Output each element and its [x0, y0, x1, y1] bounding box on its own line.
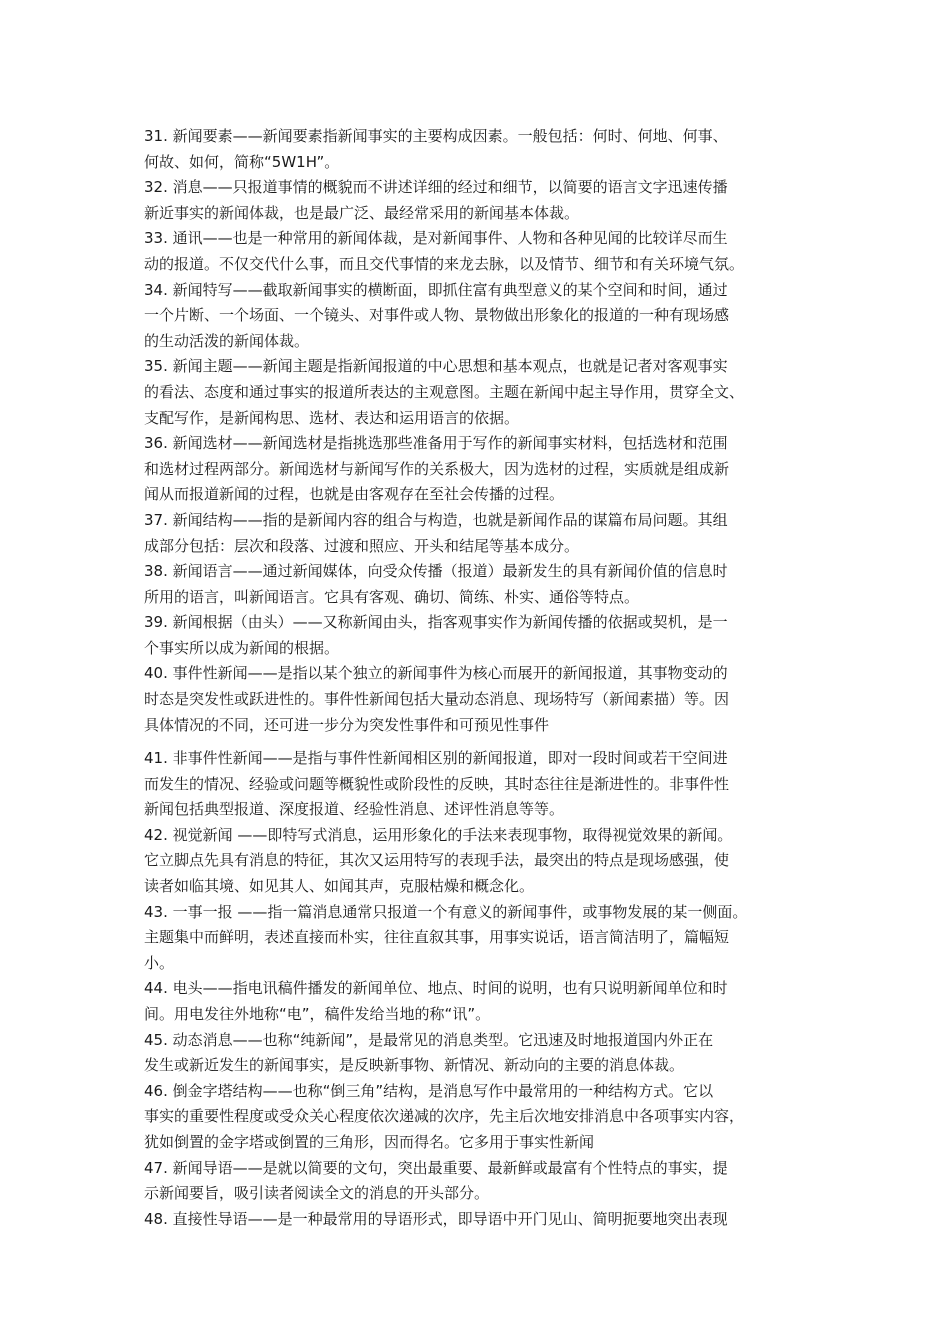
- text-line: 35. 新闻主题——新闻主题是指新闻报道的中心思想和基本观点，也就是记者对客观事实: [144, 357, 728, 376]
- text-line: 何故、如何，简称“5W1H”。: [144, 152, 340, 171]
- text-line: 动的报道。不仅交代什么事，而且交代事情的来龙去脉，以及情节、细节和有关环境气氛。: [144, 254, 745, 273]
- text-line: 犹如倒置的金字塔或倒置的三角形，因而得名。它多用于事实性新闻: [144, 1132, 595, 1151]
- text-block-definitions-41-48: [144, 746, 816, 1232]
- text-line: 新闻包括典型报道、深度报道、经验性消息、述评性消息等等。: [144, 800, 565, 819]
- text-line: 32. 消息——只报道事情的概貌而不讲述详细的经过和细节，以简要的语言文字迅速传播: [144, 178, 728, 197]
- text-line: 发生或新近发生的新闻事实，是反映新事物、新情况、新动向的主要的消息体裁。: [144, 1056, 685, 1075]
- text-line: 的看法、态度和通过事实的报道所表达的主观意图。主题在新闻中起主导作用，贯穿全文、: [144, 382, 745, 401]
- text-line: 主题集中而鲜明，表述直接而朴实，往往直叙其事，用事实说话，语言简洁明了，篇幅短: [144, 928, 730, 947]
- text-line: 间。用电发往外地称“电”，稿件发给当地的称“讯”。: [144, 1004, 491, 1023]
- text-line: 33. 通讯——也是一种常用的新闻体裁，是对新闻事件、人物和各种见闻的比较详尽而生: [144, 229, 728, 248]
- text-line: 47. 新闻导语——是就以简要的文句，突出最重要、最新鲜或最富有个性特点的事实，提: [144, 1158, 728, 1177]
- text-line: 支配写作，是新闻构思、选材、表达和运用语言的依据。: [144, 408, 520, 427]
- text-line: 46. 倒金字塔结构——也称“倒三角”结构，是消息写作中最常用的一种结构方式。它以: [144, 1081, 714, 1100]
- text-line: 和选材过程两部分。新闻选材与新闻写作的关系极大，因为选材的过程，实质就是组成新: [144, 459, 730, 478]
- text-line: 事实的重要性程度或受众关心程度依次递减的次序，先主后次地安排消息中各项事实内容，: [144, 1107, 745, 1126]
- text-line: 的生动活泼的新闻体裁。: [144, 331, 310, 350]
- text-line: 34. 新闻特写——截取新闻事实的横断面，即抓住富有典型意义的某个空间和时间，通过: [144, 280, 728, 299]
- text-line: 40. 事件性新闻——是指以某个独立的新闻事件为核心而展开的新闻报道，其事物变动的: [144, 664, 728, 683]
- text-line: 闻从而报道新闻的过程，也就是由客观存在至社会传播的过程。: [144, 485, 565, 504]
- text-line: 36. 新闻选材——新闻选材是指挑选那些准备用于写作的新闻事实材料，包括选材和范围: [144, 434, 728, 453]
- text-line: 45. 动态消息——也称“纯新闻”，是最常见的消息类型。它迅速及时地报道国内外正在: [144, 1030, 714, 1049]
- text-line: 时态是突发性或跃进性的。事件性新闻包括大量动态消息、现场特写（新闻素描）等。因: [144, 690, 730, 709]
- text-line: 所用的语言，叫新闻语言。它具有客观、确切、简练、朴实、通俗等特点。: [144, 587, 640, 606]
- text-line: 38. 新闻语言——通过新闻媒体，向受众传播（报道）最新发生的具有新闻价值的信息时: [144, 562, 728, 581]
- text-line: 31. 新闻要素——新闻要素指新闻事实的主要构成因素。一般包括：何时、何地、何事、: [144, 127, 728, 145]
- text-line: 48. 直接性导语——是一种最常用的导语形式，即导语中开门见山、简明扼要地突出表现: [144, 1209, 728, 1228]
- text-line: 44. 电头——指电讯稿件播发的新闻单位、地点、时间的说明，也有只说明新闻单位和时: [144, 979, 728, 998]
- text-line: 小。: [144, 953, 175, 972]
- text-line: 新近事实的新闻体裁，也是最广泛、最经常采用的新闻基本体裁。: [144, 203, 580, 222]
- text-line: 个事实所以成为新闻的根据。: [144, 638, 340, 657]
- text-line: 42. 视觉新闻 ——即特写式消息，运用形象化的手法来表现事物，取得视觉效果的新闻。: [144, 825, 733, 844]
- text-line: 读者如临其境、如见其人、如闻其声，克服枯燥和概念化。: [144, 876, 535, 895]
- text-line: 而发生的情况、经验或问题等概貌性或阶段性的反映，其时态往往是渐进性的。非事件性: [144, 774, 730, 793]
- text-line: 具体情况的不同，还可进一步分为突发性事件和可预见性事件: [144, 715, 550, 734]
- text-block-definitions-31-40: [144, 124, 816, 738]
- text-line: 一个片断、一个场面、一个镜头、对事件或人物、景物做出形象化的报道的一种有现场感: [144, 306, 730, 325]
- text-line: 39. 新闻根据（由头）——又称新闻由头，指客观事实作为新闻传播的依据或契机，是一: [144, 613, 728, 632]
- text-line: 它立脚点先具有消息的特征，其次又运用特写的表现手法，最突出的特点是现场感强，使: [144, 851, 730, 870]
- text-line: 示新闻要旨，吸引读者阅读全文的消息的开头部分。: [144, 1184, 490, 1203]
- text-line: 43. 一事一报 ——指一篇消息通常只报道一个有意义的新闻事件，或事物发展的某一侧面。: [144, 902, 748, 921]
- text-line: 成部分包括：层次和段落、过渡和照应、开头和结尾等基本成分。: [144, 536, 580, 555]
- text-line: 37. 新闻结构——指的是新闻内容的组合与构造，也就是新闻作品的谋篇布局问题。其组: [144, 510, 728, 529]
- text-line: 41. 非事件性新闻——是指与事件性新闻相区别的新闻报道，即对一段时间或若干空间进: [144, 749, 728, 767]
